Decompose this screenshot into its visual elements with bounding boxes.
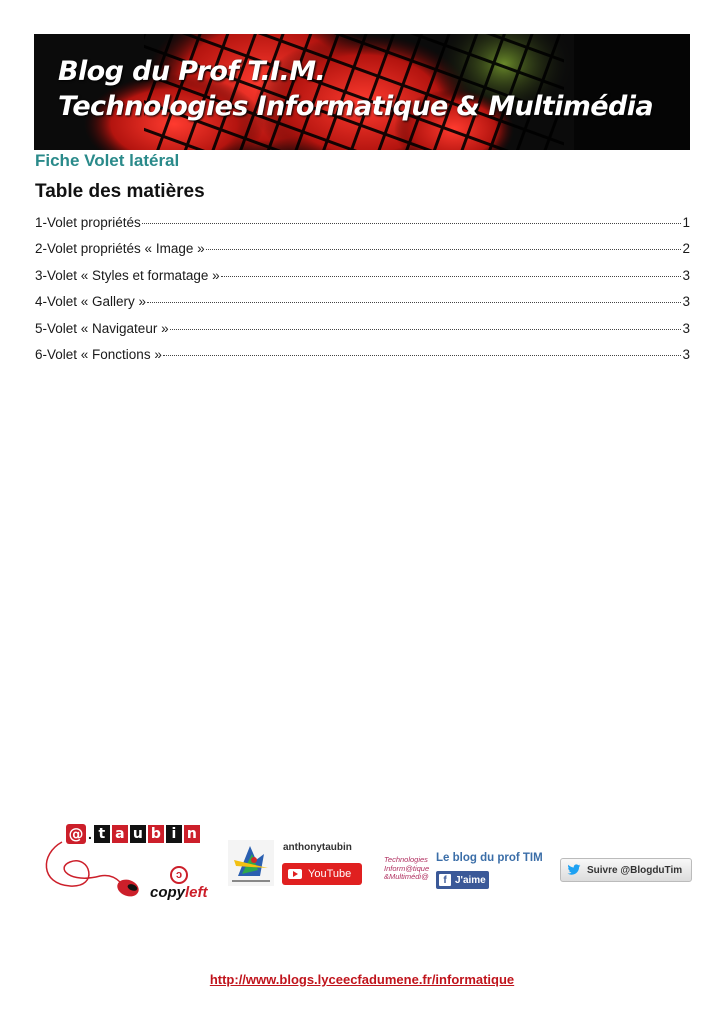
twitter-follow-label: Suivre @BlogduTim [587,864,683,876]
tim-logo-line: Technologies [384,855,428,864]
toc-entry-page: 3 [682,346,690,362]
twitter-follow-button[interactable] [560,858,692,882]
toc-entry-label: 1-Volet propriétés [35,215,141,230]
taubin-letter: u [130,825,146,843]
tim-logo-line: Inform@tique [384,863,430,873]
toc-entry-label: 2-Volet propriétés « Image » [35,241,205,257]
toc-leader-dots [221,276,682,277]
toc-entry[interactable] [35,268,690,294]
youtube-username: anthonytaubin [283,842,352,853]
banner-title-line2: Technologies Informatique & Multimédia [58,91,653,122]
taubin-dot: . [88,826,92,842]
toc-entry-page: 3 [682,320,690,336]
lycee-logo[interactable] [228,840,274,886]
facebook-icon: f [439,874,451,886]
copyleft-copy: copy [150,884,186,901]
blog-title-link[interactable]: Le blog du prof TIM [436,852,543,864]
toc-leader-dots [142,223,682,224]
toc-entry[interactable] [35,321,690,347]
toc-leader-dots [163,355,682,356]
toc-entry[interactable] [35,215,690,241]
toc-entry-label: 3-Volet « Styles et formatage » [35,267,220,283]
document-subtitle: Fiche Volet latéral [35,151,180,170]
taubin-letter: b [148,825,164,843]
facebook-like-label: J'aime [455,874,486,886]
toc-leader-dots [206,249,682,250]
toc-entry[interactable] [35,294,690,320]
facebook-like-button[interactable] [436,871,489,889]
toc-leader-dots [170,329,682,330]
taubin-logo [40,824,210,904]
toc-entry[interactable] [35,241,690,267]
toc-entry[interactable] [35,347,690,373]
blog-url-link[interactable]: http://www.blogs.lyceecfadumene.fr/informatique [209,972,515,987]
copyleft-left: left [185,884,208,901]
toc-heading: Table des matières [35,181,205,202]
copyleft-icon: ↄ [170,866,188,884]
taubin-letter: a [112,825,128,843]
youtube-play-icon [288,869,302,879]
toc-entry-page: 3 [682,267,690,283]
tim-logo [384,856,434,882]
toc-entry-page: 3 [682,294,690,310]
toc-entry-page: 1 [682,215,690,230]
twitter-bird-icon [567,864,581,876]
taubin-letter: i [166,825,182,843]
taubin-at-tile: @ [66,824,86,844]
toc-entry-page: 2 [682,241,690,257]
footer-logos [0,820,724,940]
banner-title-line1: Blog du Prof T.I.M. [58,56,326,87]
toc-leader-dots [147,302,681,303]
table-of-contents [35,215,690,373]
tim-logo-line: &Multimédi@ [384,872,429,881]
taubin-letter: n [184,825,200,843]
youtube-button[interactable] [282,863,362,885]
youtube-label: YouTube [308,868,352,880]
copyleft-label [150,884,208,901]
taubin-letter: t [94,825,110,843]
toc-entry-label: 4-Volet « Gallery » [35,294,147,310]
toc-entry-label: 6-Volet « Fonctions » [35,346,162,362]
toc-entry-label: 5-Volet « Navigateur » [35,320,169,336]
header-banner [34,34,690,150]
